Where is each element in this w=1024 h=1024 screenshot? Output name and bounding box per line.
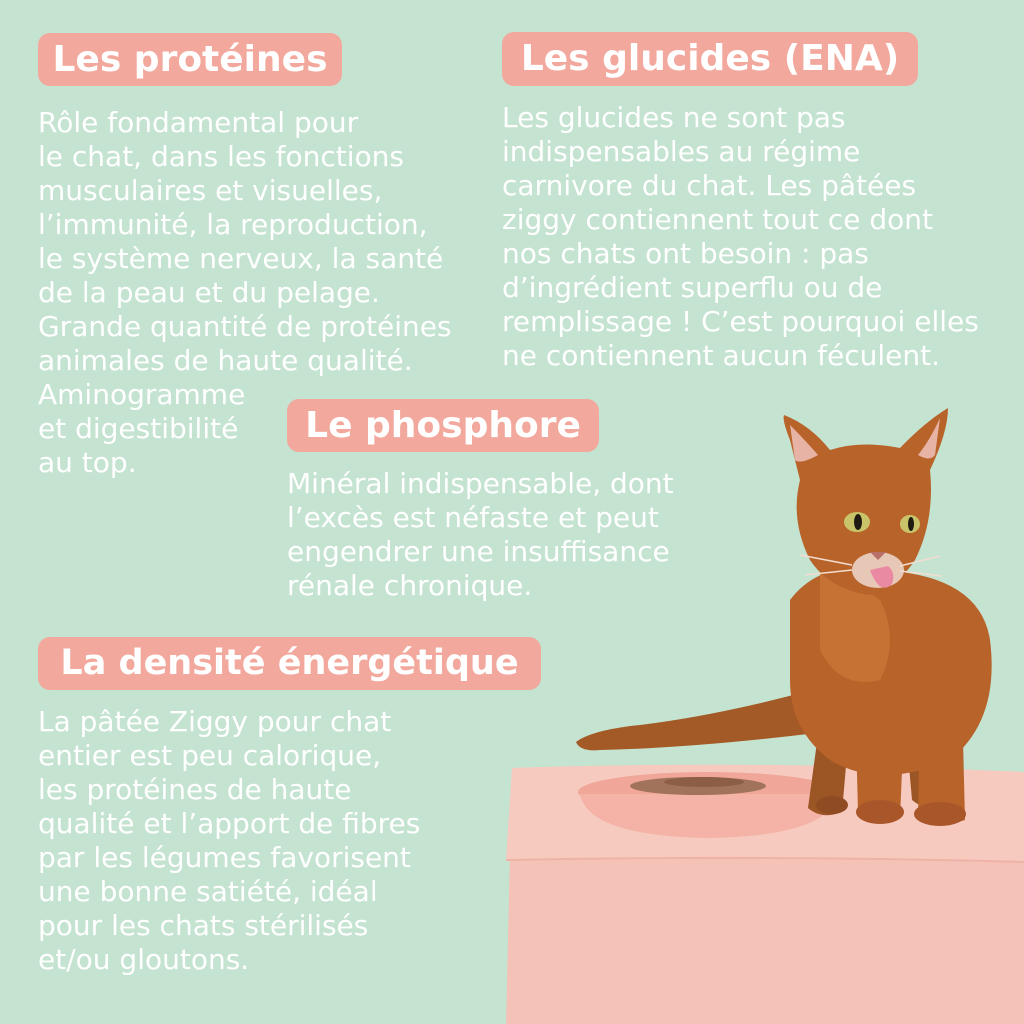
- cat: [576, 408, 992, 826]
- section-title-phosphore: Le phosphore: [287, 399, 599, 452]
- section-title-proteines: Les protéines: [38, 33, 342, 86]
- section-title-glucides: Les glucides (ENA): [502, 32, 918, 86]
- section-text-proteines: Rôle fondamental pour le chat, dans les fonctions musculaires et visuelles, l’immunité, la reproduction, le système nerveux, la santé de la peau et du pelage. Grande quantité de protéines animales de haute qualité. Aminogramme et digestibilité au top.: [38, 106, 452, 479]
- cat-photo: [500, 395, 1024, 1024]
- section-text-glucides: Les glucides ne sont pas indispensables au régime carnivore du chat. Les pâtées ziggy contiennent tout ce dont nos chats ont besoin : pas d’ingrédient superflu ou de remplissage ! C’est pourquoi elles ne contiennent aucun féculent.: [502, 101, 979, 372]
- section-text-phosphore: Minéral indispensable, dont l’excès est néfaste et peut engendrer une insuffisance rénale chronique.: [287, 467, 674, 602]
- section-title-densite: La densité énergétique: [38, 637, 541, 690]
- section-text-densite: La pâtée Ziggy pour chat entier est peu calorique, les protéines de haute qualité et l’apport de fibres par les légumes favorisent une bonne satiété, idéal pour les chats stérilisés et/ou gloutons.: [38, 705, 421, 976]
